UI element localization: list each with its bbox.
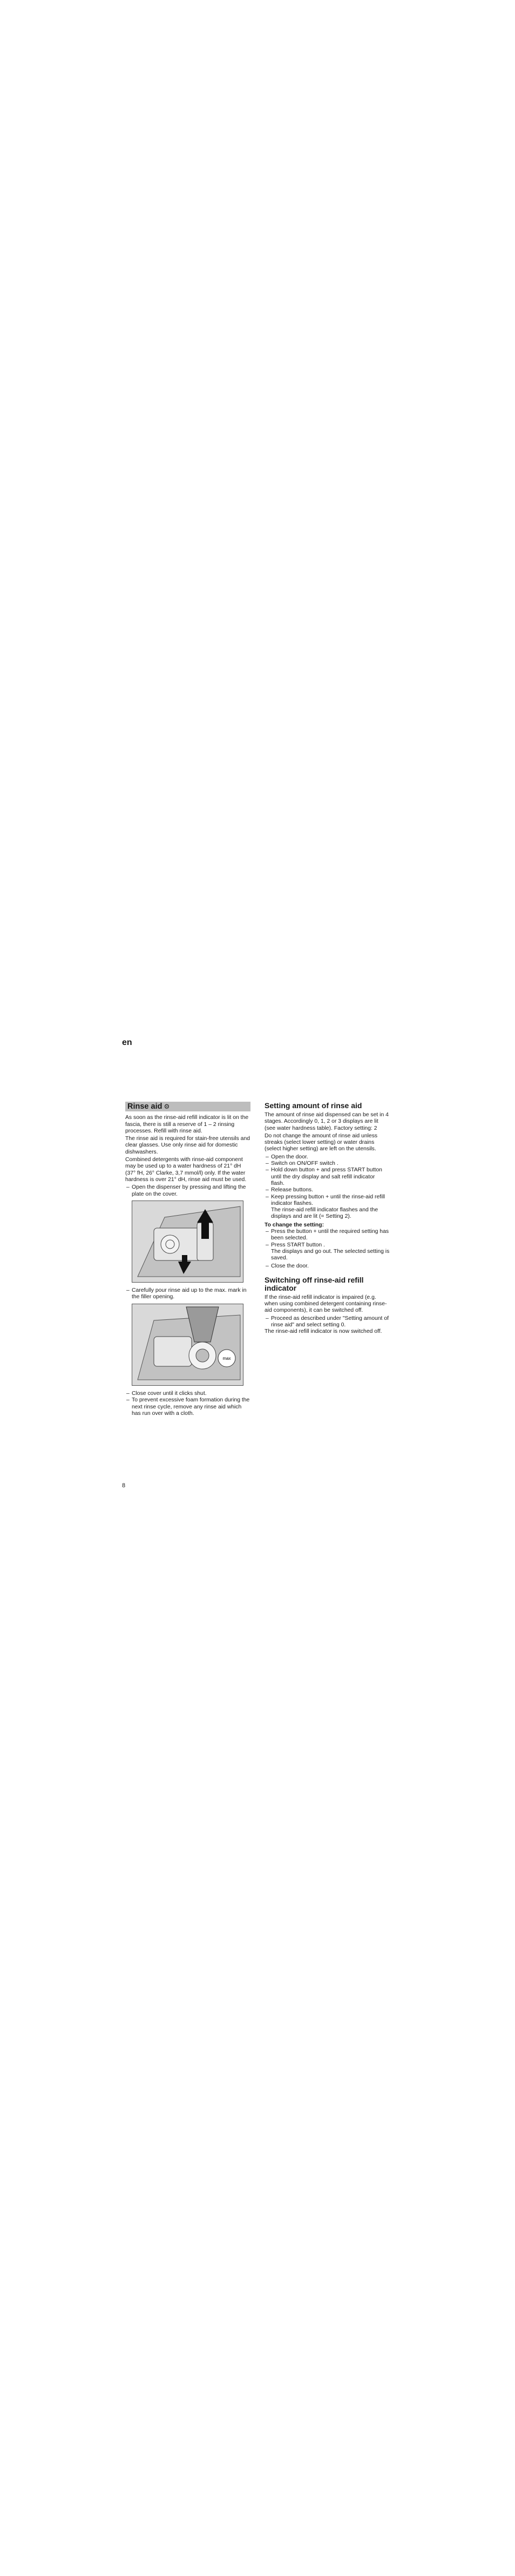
switch-off-paragraph-1: If the rinse-aid refill indicator is impaired (e.g. when using combined detergent containing rinse-aid components), it can be switched off. [265, 1294, 387, 1314]
setting-paragraph-2: Do not change the amount of rinse aid unless streaks (select lower setting) or water drains (select higher setting) are left on the utensils. [265, 1132, 378, 1152]
switch-off-paragraph-2: The rinse-aid refill indicator is now switched off. [265, 1329, 382, 1335]
change-step-press-start: – Press START button . [265, 1242, 390, 1249]
figure-open-dispenser [132, 1201, 243, 1283]
step-remove-overflow: – To prevent excessive foam formation during the next rinse cycle, remove any rinse aid which has run over with a cloth. [125, 1397, 250, 1417]
setting-step-result: The rinse-aid refill indicator flashes and the displays and are lit (= Setting 2). [271, 1207, 378, 1220]
language-label: en [122, 1038, 132, 1047]
setting-step-keep-pressing: – Keep pressing button + until the rinse-aid refill indicator flashes. [265, 1194, 390, 1208]
setting-step-switch-on: – Switch on ON/OFF switch . [265, 1161, 390, 1167]
intro-paragraph-1: As soon as the rinse-aid refill indicator is lit on the fascia, there is still a reserve of 1 – 2 rinsing processes. Refill with rinse aid. [125, 1115, 249, 1134]
setting-paragraph-1: The amount of rinse aid dispensed can be set in 4 stages. Accordingly 0, 1, 2 or 3 displays are lit (see water hardness table). Factory setting: 2 [265, 1112, 389, 1131]
intro-paragraph-3: Combined detergents with rinse-aid component may be used up to a water hardness of 21° dH (37° fH, 26° Clarke, 3,7 mmol/l) only. If the water hardness is over 21° dH, rinse aid must be used. [125, 1157, 247, 1183]
rinse-aid-title [125, 1102, 250, 1111]
step-close-cover: – Close cover until it clicks shut. [125, 1391, 250, 1397]
rinse-aid-title-text: Rinse aid [127, 1102, 162, 1111]
change-step-press-plus: – Press the button + until the required setting has been selected. [265, 1229, 390, 1242]
setting-step-open-door: – Open the door. [265, 1154, 390, 1161]
intro-paragraph-2: The rinse aid is required for stain-free utensils and clear glasses. Use only rinse aid for domestic dishwashers. [125, 1136, 250, 1155]
step-pour-rinse-aid: – Carefully pour rinse aid up to the max. mark in the filler opening. [125, 1287, 250, 1301]
figure-fill-rinse-aid [132, 1304, 243, 1386]
rinse-aid-icon: ⚙ [164, 1103, 170, 1110]
heading-change-setting: To change the setting: [265, 1222, 324, 1228]
step-open-dispenser: – Open the dispenser by pressing and lifting the plate on the cover. [125, 1184, 250, 1198]
page-number: 8 [122, 1482, 126, 1489]
change-step-result: The displays and go out. The selected setting is saved. [271, 1248, 390, 1262]
max-mark-label: max [222, 1356, 231, 1361]
setting-step-hold-buttons: – Hold down button + and press START button until the dry display and salt refill indicator flash. [265, 1167, 390, 1187]
heading-switch-off-indicator: Switching off rinse-aid refill indicator [265, 1275, 364, 1292]
settings-column [265, 1102, 390, 1337]
change-step-close-door: – Close the door. [265, 1263, 390, 1270]
rinse-aid-column [125, 1102, 250, 1417]
heading-setting-amount: Setting amount of rinse aid [265, 1101, 362, 1110]
setting-step-release-buttons: – Release buttons. [265, 1187, 390, 1193]
switch-off-step-proceed: – Proceed as described under "Setting amount of rinse aid" and select setting 0. [265, 1316, 390, 1329]
